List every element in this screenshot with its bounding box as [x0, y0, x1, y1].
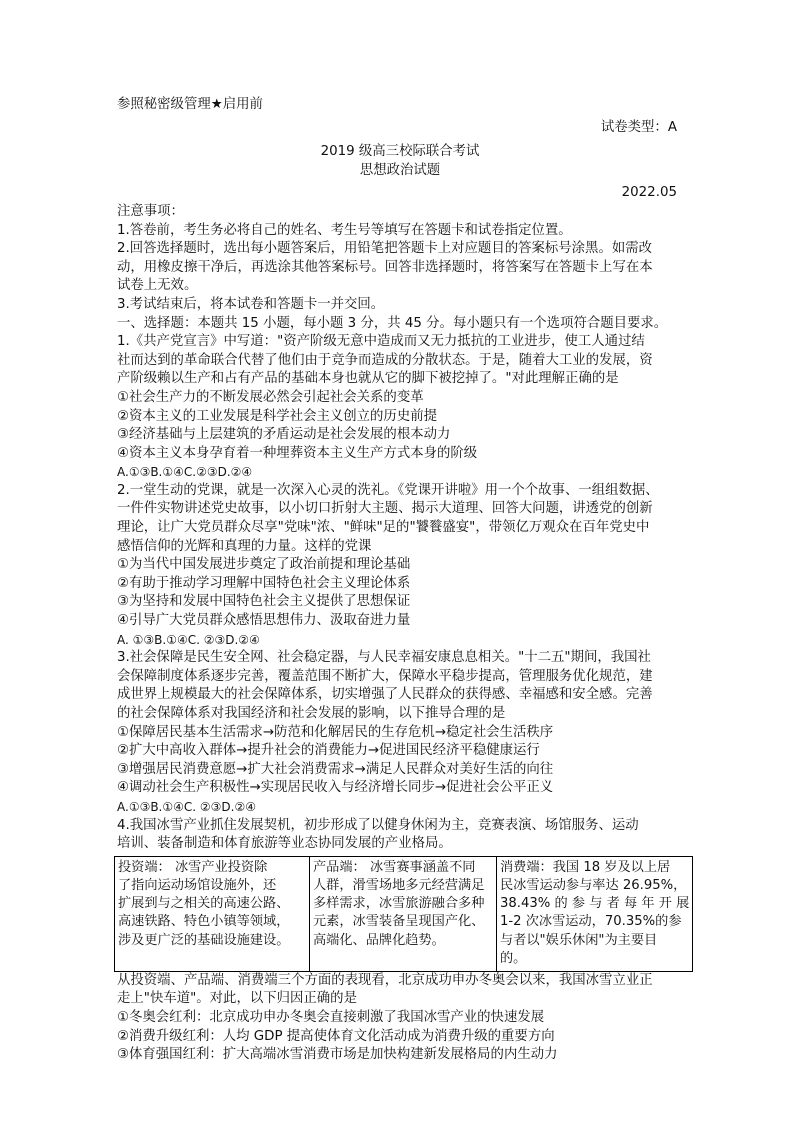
secret-label: 参照秘密级管理★启用前 — [117, 97, 263, 112]
exam-title: 2019 级高三校际联合考试 — [320, 144, 480, 160]
question-option: ①社会生产力的不断发展必然会引起社会关系的变革 — [117, 389, 424, 405]
cell-line: 扩展到与之相关的高速公路、 — [118, 896, 290, 912]
cell-line: 投资端： 冰雪产业投资除 — [118, 859, 268, 875]
question-option: ①冬奥会红利：北京成功申办冬奥会直接刺激了我国冰雪产业的快速发展 — [117, 1009, 545, 1025]
question-option: ④调动社会生产积极性→实现居民收入与经济增长同步→促进社会公平正义 — [117, 780, 554, 796]
cell-line: 的。 — [500, 950, 527, 966]
notice-line: 2.回答选择题时，选出每小题答案后，用铅笔把答题卡上对应题目的答案标号涂黑。如需改 — [117, 241, 653, 257]
question-option: ②有助于推动学习理解中国特色社会主义理论体系 — [117, 575, 411, 591]
consumption-cell — [497, 856, 693, 971]
question-stem-line: 理论，让广大党员群众尽享"党味"浓、"鲜味"足的"饕餮盛宴"，带领亿万观众在百年党史中 — [117, 520, 650, 536]
question-1 — [117, 333, 683, 482]
question-option: ②消费升级红利：人均 GDP 提高使体育文化活动成为消费升级的重要方向 — [117, 1028, 555, 1044]
question-stem-line: 会保障制度体系逐步完善，覆盖范围不断扩大，保障水平稳步提高，管理服务优化规范，建 — [117, 668, 653, 684]
question-option: ①保障居民基本生活需求→防范和化解居民的生存危机→稳定社会生活秩序 — [117, 724, 554, 740]
question-option: ③增强居民消费意愿→扩大社会消费需求→满足人民群众对美好生活的向往 — [117, 761, 554, 777]
cell-line: 与者以"娱乐休闲"为主要目 — [500, 932, 658, 948]
answer-choices: A.①③B.①④C. ②③D.②④ — [117, 799, 256, 814]
question-2 — [117, 482, 683, 649]
question-stem-line: 4.我国冰雪产业抓住发展契机，初步形成了以健身休闲为主，竞赛表演、场馆服务、运动 — [117, 817, 639, 833]
cell-line: 消费端：我国 18 岁及以上居 — [500, 859, 671, 875]
question-stem-line: 1.《共产党宣言》中写道："资产阶级无意中造成而又无力抵抗的工业进步，使工人通过结 — [117, 334, 645, 350]
exam-date: 2022.05 — [621, 185, 677, 201]
cell-line: 高速铁路、特色小镇等领域， — [118, 914, 290, 930]
question-option: ③体育强国红利：扩大高端冰雪消费市场是加快构建新发展格局的内生动力 — [117, 1047, 558, 1063]
question-stem-line: 产阶级赖以生产和占有产品的基础本身也就从它的脚下被挖掉了。"对此理解正确的是 — [117, 371, 619, 387]
notice-line: 3.考试结束后，将本试卷和答题卡一并交回。 — [117, 296, 385, 312]
notice-line: 1.答卷前，考生务必将自己的姓名、考生号等填写在答题卡和试卷指定位置。 — [117, 222, 572, 238]
paper-type: 试卷类型：A — [600, 119, 677, 135]
investment-cell — [115, 856, 310, 971]
question-option: ①为当代中国发展进步奠定了政治前提和理论基础 — [117, 557, 411, 573]
question-stem-line: 成世界上规模最大的社会保障体系，切实增强了人民群众的获得感、幸福感和安全感。完善 — [117, 687, 653, 703]
question-stem-line: 培训、装备制造和体育旅游等业态协同发展的产业格局。 — [117, 836, 452, 852]
notice-line: 动，用橡皮擦干净后，再选涂其他答案标号。回答非选择题时，将答案写在答题卡上写在本 — [117, 259, 653, 275]
question-stem-line: 走上"快车道"。对此，以下归因正确的是 — [117, 991, 357, 1007]
question-option: ②扩大中高收入群体→提升社会的消费能力→促进国民经济平稳健康运行 — [117, 743, 540, 759]
question-option: ④引导广大党员群众感悟思想伟力、汲取奋进力量 — [117, 613, 411, 629]
notice-heading: 注意事项： — [117, 203, 184, 219]
question-option: ③经济基础与上层建筑的矛盾运动是社会发展的根本动力 — [117, 427, 451, 443]
cell-line: 高端化、品牌化趋势。 — [313, 932, 445, 948]
question-stem-line: 2.一堂生动的党课，就是一次深入心灵的洗礼。《党课开讲啦》用一个个故事、一组组数据、 — [117, 482, 659, 498]
notice-line: 试卷上无效。 — [117, 278, 198, 294]
cell-line: 人群，滑雪场地多元经营满足 — [313, 877, 485, 893]
answer-choices: A.①③B.①④C.②③D.②④ — [117, 465, 253, 480]
cell-line: 民冰雪运动参与率达 26.95%， — [500, 877, 687, 893]
cell-line: 产品端： 冰雪赛事涵盖不同 — [313, 859, 476, 875]
question-stem-line: 一件件实物讲述党史故事，以小切口折射大主题、揭示大道理、回答大问题，讲透党的创新 — [117, 501, 653, 517]
question-stem-line: 3.社会保障是民生安全网、社会稳定器，与人民幸福安康息息相关。"十二五"期间，我国社 — [117, 650, 651, 666]
question-stem-line: 感悟信仰的光辉和真理的力量。这样的党课 — [117, 538, 372, 554]
cell-line: 38.43% 的 参 与 者 每 年 开 展 — [500, 896, 689, 912]
question-stem-line: 社而达到的革命联合代替了他们由于竞争而造成的分散状态。于是，随着大工业的发展，资 — [117, 352, 653, 368]
product-cell — [310, 856, 497, 971]
subject-title: 思想政治试题 — [359, 162, 441, 178]
page-content — [117, 94, 689, 1065]
question-stem-line: 的社会保障体系对我国经济和社会发展的影响，以下推导合理的是 — [117, 706, 506, 721]
section-heading: 一、选择题：本题共 15 小题，每小题 3 分，共 45 分。每小题只有一个选项符合题目要求。 — [117, 315, 668, 331]
question-3 — [117, 649, 683, 816]
question-stem-line: 从投资端、产品端、消费端三个方面的表现看，北京成功申办冬奥会以来，我国冰雪立业正 — [117, 972, 653, 988]
question-4 — [117, 817, 689, 1065]
cell-line: 元素，冰雪装备呈现国产化、 — [313, 914, 485, 930]
answer-choices: A. ①③B.①④C. ②③D.②④ — [117, 632, 260, 647]
industry-info-table — [114, 856, 693, 972]
cell-line: 涉及更广泛的基础设施建设。 — [118, 932, 290, 948]
cell-line: 多样需求，冰雪旅游融合多种 — [313, 896, 485, 912]
cell-line: 了指向运动场馆设施外，还 — [118, 877, 277, 893]
question-option: ②资本主义的工业发展是科学社会主义创立的历史前提 — [117, 408, 437, 424]
table-row — [115, 856, 693, 971]
question-option: ③为坚持和发展中国特色社会主义提供了思想保证 — [117, 594, 411, 610]
cell-line: 1-2 次冰雪运动，70.35%的参 — [500, 914, 682, 930]
question-option: ④资本主义本身孕育着一种埋葬资本主义生产方式本身的阶级 — [117, 445, 478, 461]
